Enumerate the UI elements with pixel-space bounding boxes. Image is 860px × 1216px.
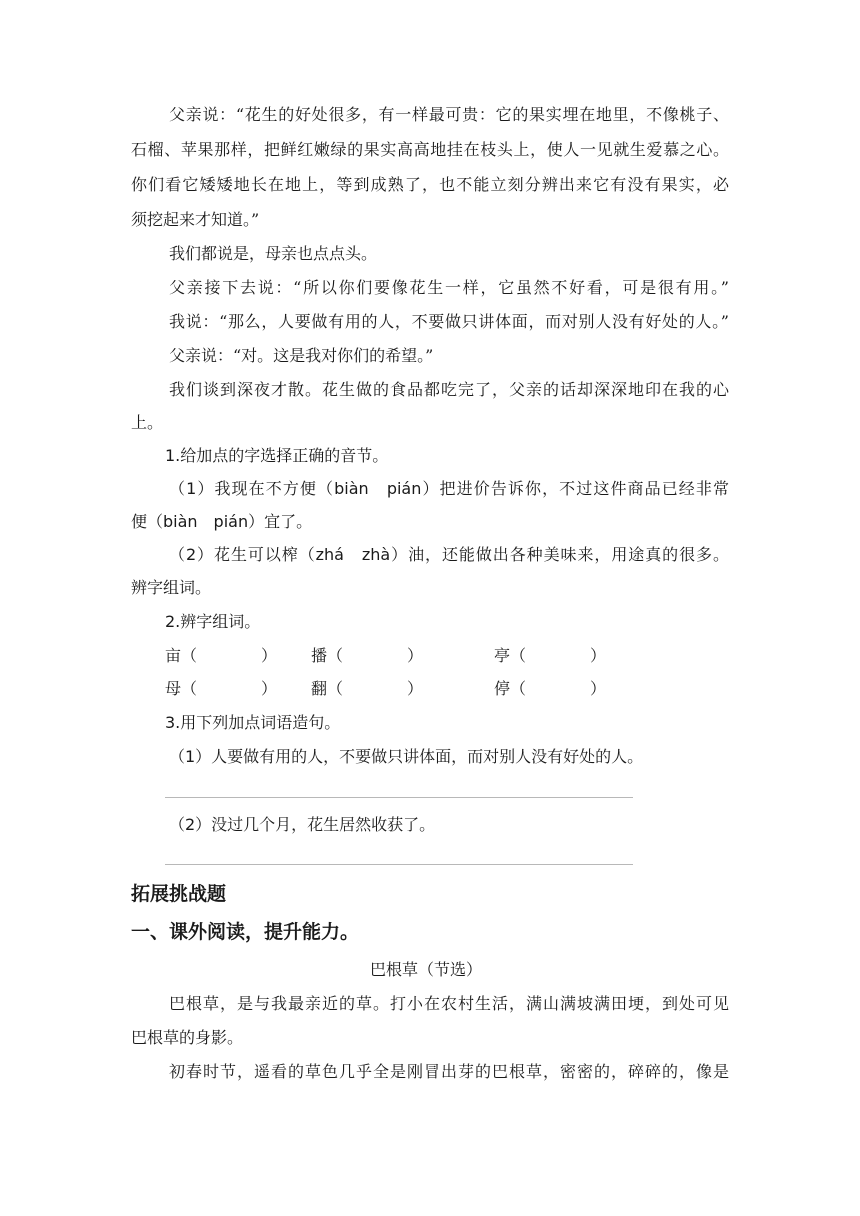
answer-line xyxy=(165,864,633,865)
word-group-cell: 播（ ） xyxy=(311,646,424,665)
passage-paragraph-2: 我们都说是，母亲也点点头。 xyxy=(169,244,378,263)
article-title: 巴根草（节选） xyxy=(370,960,483,979)
article-paragraph-2-line-1: 初春时节，遥看的草色几乎全是刚冒出芽的巴根草，密密的，碎碎的，像是 xyxy=(169,1062,729,1081)
passage-paragraph-1-line-1: 父亲说：“花生的好处很多，有一样最可贵：它的果实埋在地里，不像桃子、 xyxy=(169,105,729,124)
answer-line xyxy=(165,797,633,798)
question-1-item-2-line-2: 辨字组词。 xyxy=(131,578,212,597)
passage-paragraph-3: 父亲接下去说：“所以你们要像花生一样，它虽然不好看，可是很有用。” xyxy=(169,278,729,297)
passage-paragraph-5: 父亲说：“对。这是我对你们的希望。” xyxy=(169,346,434,365)
question-1-item-1-line-1: （1）我现在不方便（biàn pián）把进价告诉你，不过这件商品已经非常 xyxy=(169,479,729,498)
word-group-cell: 母（ ） xyxy=(165,679,278,698)
article-paragraph-1-line-1: 巴根草，是与我最亲近的草。打小在农村生活，满山满坡满田埂，到处可见 xyxy=(169,994,729,1013)
word-group-cell: 翻（ ） xyxy=(311,679,424,698)
passage-paragraph-4: 我说：“那么，人要做有用的人，不要做只讲体面，而对别人没有好处的人。” xyxy=(169,312,729,331)
section-heading: 拓展挑战题 xyxy=(131,883,227,905)
word-group-cell: 停（ ） xyxy=(494,679,607,698)
question-1-item-2-line-1: （2）花生可以榨（zhá zhà）油，还能做出各种美味来，用途真的很多。 xyxy=(169,545,729,564)
passage-paragraph-6-line-1: 我们谈到深夜才散。花生做的食品都吃完了，父亲的话却深深地印在我的心 xyxy=(169,380,729,399)
passage-paragraph-6-line-2: 上。 xyxy=(131,413,164,432)
question-1-title: 1.给加点的字选择正确的音节。 xyxy=(165,446,389,465)
question-3-title: 3.用下列加点词语造句。 xyxy=(165,713,341,732)
word-group-cell: 亭（ ） xyxy=(494,646,607,665)
question-3-item-1: （1）人要做有用的人，不要做只讲体面，而对别人没有好处的人。 xyxy=(169,747,644,766)
passage-paragraph-1-line-3: 你们看它矮矮地长在地上，等到成熟了，也不能立刻分辨出来它有没有果实，必 xyxy=(131,175,729,194)
question-3-item-2: （2）没过几个月，花生居然收获了。 xyxy=(169,815,436,834)
part-heading: 一、课外阅读，提升能力。 xyxy=(131,921,360,943)
word-group-cell: 亩（ ） xyxy=(165,646,278,665)
question-2-title: 2.辨字组词。 xyxy=(165,612,261,631)
question-1-item-1-line-2: 便（biàn pián）宜了。 xyxy=(131,512,313,531)
article-paragraph-1-line-2: 巴根草的身影。 xyxy=(131,1028,244,1047)
passage-paragraph-1-line-4: 须挖起来才知道。” xyxy=(131,210,260,229)
passage-paragraph-1-line-2: 石榴、苹果那样，把鲜红嫩绿的果实高高地挂在枝头上，使人一见就生爱慕之心。 xyxy=(131,140,729,159)
